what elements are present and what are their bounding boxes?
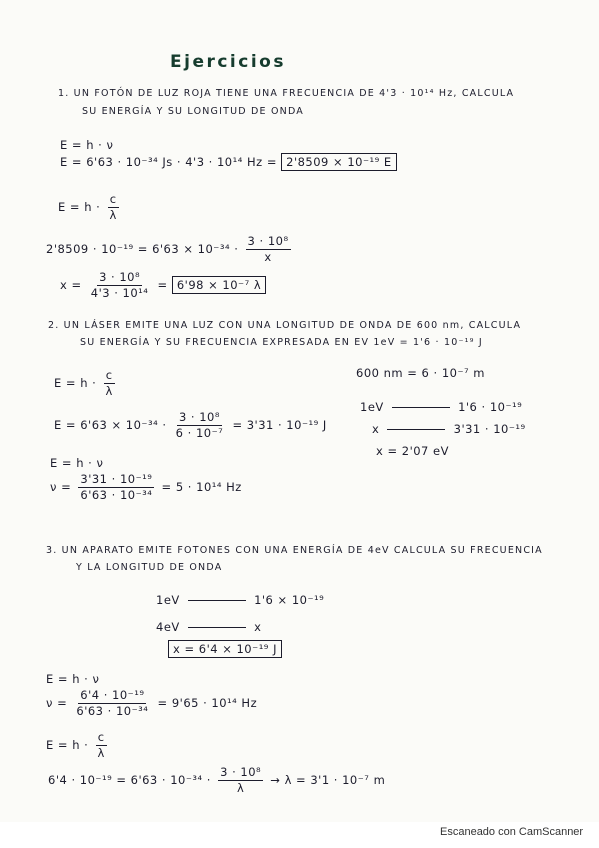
ex1-eq4-fraction xyxy=(246,234,291,265)
ex2-eq1-left: E = h · xyxy=(54,376,97,390)
ex1-eq5-left: x = xyxy=(60,278,82,292)
ex3-eq4-fraction xyxy=(218,765,263,796)
ex3-eq2 xyxy=(46,688,257,719)
ex1-eq2-result-box: 2'8509 × 10⁻¹⁹ E xyxy=(281,153,397,171)
ex2-statement-line2: SU ENERGÍA Y SU FRECUENCIA EXPRESADA EN EV 1eV = 1'6 · 10⁻¹⁹ J xyxy=(80,337,483,348)
ex2-side-rule2-right: 3'31 · 10⁻¹⁹ xyxy=(453,422,526,436)
ex1-eq4-left: 2'8509 · 10⁻¹⁹ = 6'63 × 10⁻³⁴ · xyxy=(46,242,239,256)
ex3-eq4-num: 3 · 10⁸ xyxy=(220,765,262,779)
ex2-side-rule1-left: 1eV xyxy=(360,400,384,414)
ex3-statement-line2: Y LA LONGITUD DE ONDA xyxy=(76,562,223,573)
ex2-eq4-left: ν = xyxy=(50,480,72,494)
ex2-eq2 xyxy=(54,410,327,441)
ex3-eq1: E = h · ν xyxy=(46,672,100,686)
ex2-side-rule2-left: x xyxy=(372,422,380,436)
ex3-conversion-result-box: x = 6'4 × 10⁻¹⁹ J xyxy=(168,640,282,658)
ex2-side-result: x = 2'07 eV xyxy=(376,444,449,458)
ex3-eq3-num: c xyxy=(97,730,105,744)
ex3-rule1-left: 1eV xyxy=(156,593,180,607)
ex3-eq2-num: 6'4 · 10⁻¹⁹ xyxy=(80,688,145,702)
ex1-eq4-den: x xyxy=(264,250,272,264)
ex3-rule1-right: 1'6 × 10⁻¹⁹ xyxy=(254,593,325,607)
ex3-rule2-right: x xyxy=(254,620,262,634)
ex2-eq2-right: = 3'31 · 10⁻¹⁹ J xyxy=(232,418,327,432)
ex2-side-rule2 xyxy=(372,422,526,436)
ex2-eq4 xyxy=(50,472,242,503)
ex3-eq4 xyxy=(48,765,385,796)
page-title: Ejercicios xyxy=(170,52,286,72)
ex1-eq5-result-box: 6'98 × 10⁻⁷ λ xyxy=(172,276,266,294)
ex1-eq3-fraction xyxy=(107,192,118,223)
ex2-side-conversion: 600 nm = 6 · 10⁻⁷ m xyxy=(356,366,485,380)
ex2-side-rule1 xyxy=(360,400,522,414)
ex3-rule1 xyxy=(156,593,324,607)
ex1-eq3-den: λ xyxy=(109,208,117,222)
ex1-eq2-left: E = 6'63 · 10⁻³⁴ Js · 4'3 · 10¹⁴ Hz = xyxy=(60,155,277,169)
ex3-eq2-left: ν = xyxy=(46,696,68,710)
ex3-rule1-line xyxy=(188,600,246,601)
ex1-eq3 xyxy=(58,192,122,223)
ex2-eq1-fraction xyxy=(103,368,114,399)
ex2-eq1-num: c xyxy=(105,368,113,382)
ex3-eq3-den: λ xyxy=(97,746,105,760)
ex2-eq2-den: 6 · 10⁻⁷ xyxy=(175,426,224,440)
ex3-eq3-fraction xyxy=(95,730,106,761)
ex1-eq4 xyxy=(46,234,294,265)
ex3-rule2 xyxy=(156,620,261,634)
ex3-conversion-result xyxy=(168,642,282,656)
ex1-eq5: x = $\frac{\text{3 · 10⁸}}{\text{4'3 · 10¹⁴}}$ = 6'98 × 10⁻⁷ λ xyxy=(60,270,266,301)
ex2-eq3: E = h · ν xyxy=(50,456,104,470)
ex3-eq4-left: 6'4 · 10⁻¹⁹ = 6'63 · 10⁻³⁴ · xyxy=(48,773,211,787)
ex1-statement-line2: SU ENERGÍA Y SU LONGITUD DE ONDA xyxy=(82,106,304,117)
ex3-eq3 xyxy=(46,730,110,761)
ex2-side-rule1-right: 1'6 · 10⁻¹⁹ xyxy=(458,400,523,414)
ex2-side-rule2-line xyxy=(387,429,445,430)
ex3-eq4-den: λ xyxy=(236,781,245,795)
ex3-eq3-left: E = h · xyxy=(46,738,89,752)
ex1-eq4-num: 3 · 10⁸ xyxy=(247,234,289,248)
ex1-eq3-left: E = h · xyxy=(58,200,101,214)
ex1-eq5-den: 4'3 · 10¹⁴ xyxy=(90,286,149,300)
scanner-watermark: Escaneado con CamScanner xyxy=(440,826,584,838)
ex3-rule2-line xyxy=(188,627,246,628)
ex2-eq4-right: = 5 · 10¹⁴ Hz xyxy=(161,480,242,494)
ex3-eq2-right: = 9'65 · 10¹⁴ Hz xyxy=(157,696,258,710)
ex3-eq2-den: 6'63 · 10⁻³⁴ xyxy=(76,704,149,718)
ex2-eq4-den: 6'63 · 10⁻³⁴ xyxy=(80,488,153,502)
ex1-eq3-num: c xyxy=(109,192,117,206)
ex2-eq2-num: 3 · 10⁸ xyxy=(178,410,220,424)
ex2-eq1 xyxy=(54,368,118,399)
ex3-rule2-left: 4eV xyxy=(156,620,180,634)
ex1-eq5-num: 3 · 10⁸ xyxy=(99,270,141,284)
ex1-statement-line1: 1. UN FOTÓN DE LUZ ROJA TIENE UNA FRECUENCIA DE 4'3 · 10¹⁴ Hz, CALCULA xyxy=(58,88,515,99)
ex3-eq2-fraction xyxy=(74,688,150,719)
ex2-side-rule1-line xyxy=(392,407,450,408)
ex1-eq1: E = h · ν xyxy=(60,138,114,152)
ex3-eq4-right: → λ = 3'1 · 10⁻⁷ m xyxy=(270,773,386,787)
ex2-statement-line1: 2. UN LÁSER EMITE UNA LUZ CON UNA LONGITUD DE ONDA DE 600 nm, CALCULA xyxy=(48,320,522,331)
ex2-eq1-den: λ xyxy=(105,384,113,398)
ex2-eq2-fraction xyxy=(174,410,226,441)
ex1-eq2 xyxy=(60,155,397,169)
ex2-eq2-left: E = 6'63 × 10⁻³⁴ · xyxy=(54,418,167,432)
ex1-eq5-fraction xyxy=(89,270,151,301)
ex3-statement-line1: 3. UN APARATO EMITE FOTONES CON UNA ENERGÍA DE 4eV CALCULA SU FRECUENCIA xyxy=(46,545,543,556)
ex2-eq4-fraction xyxy=(78,472,154,503)
ex2-eq4-num: 3'31 · 10⁻¹⁹ xyxy=(80,472,153,486)
